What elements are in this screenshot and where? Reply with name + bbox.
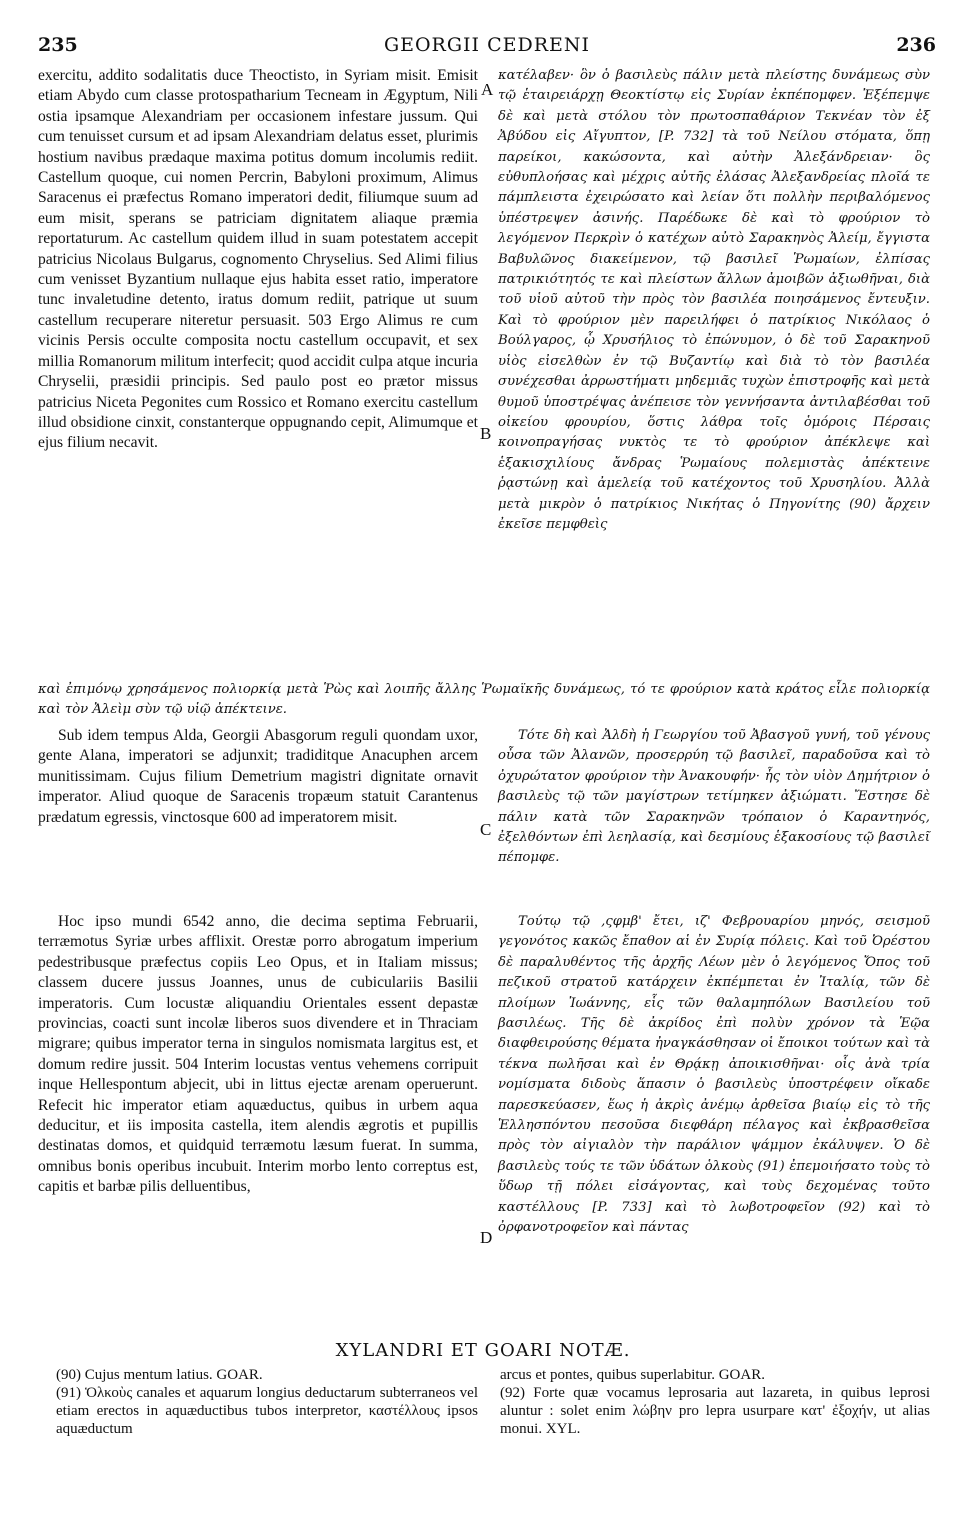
greek-text-2: Τότε δὴ καὶ Ἀλδὴ ἡ Γεωργίου τοῦ Ἀβασγοῦ γυνή, τοῦ γένους οὖσα τῶν Ἀλανῶν, προσερρύη τῷ βασιλεῖ, παραδοῦσα καὶ τὸ ὀχυρώτατον φρούριον τὴν Ἀνακουφήν· ἧς τὸν υἱὸν Δημήτριον ὁ βασιλεὺς τῷ τῶν μαγίστρων τετίμηκεν ἀξιώματι. Ἔστησε δὲ πάλιν κατὰ τῶν Σαρακηνῶν τρόπαιον ὁ Καραντηνός, ἐξελθόντων ἐπὶ λεηλασίᾳ, καὶ δεσμίους ἑξακοσίους τῷ βασιλεῖ πέπομφε. (498, 728, 930, 866)
margin-marker-c: C (480, 820, 492, 839)
notes-title: XYLANDRI ET GOARI NOTÆ. (335, 1340, 631, 1361)
greek-text-1: κατέλαβεν· ὃν ὁ βασιλεὺς πάλιν μετὰ πλείστης δυνάμεως σὺν τῷ ἑταιρειάρχῃ Θεοκτίστῳ εἰς Συρίαν ἐκπέπομφεν. Ἐξέπεμψε δὲ καὶ μετὰ στόλου τὸν πρωτοσπαθάριον Τεκνέαν τὸν ἐξ Ἀβύδου εἰς Αἴγυπτον, [P. 732] τὰ τοῦ Νείλου στόματα, ὅπῃ παρείκοι, κακώσοντα, καὶ αὐτὴν Ἀλεξάνδρειαν· ὃς εὐθυπλοήσας καὶ μέχρις αὐτῆς ἐλάσας Ἀλεξανδρείας πλοῖά τε πάμπλειστα ἐχειρώσατο καὶ λείαν ὅτι πολλὴν περιβαλόμενος ὑπέστρεψεν ἀσινής. Παρέδωκε δὲ καὶ τὸ φρούριον τὸ λεγόμενον Περκρὶν ὁ κατέχων αὐτὸ Σαρακηνὸς Ἀλείμ, ἔγγιστα Βαβυλῶνος διακείμενον, τῷ βασιλεῖ Ῥωμαίων, ἐλπίσας πατρικιότητός τε καὶ πλείστων ἄλλων ἀμοιβῶν ἀξιωθῆναι, διὰ τοῦ υἱοῦ αὐτοῦ τὴν πρὸς τὸν βασιλέα ποιησάμενος ἔντευξιν. Καὶ τὸ φρούριον μὲν παρειλήφει ὁ πατρίκιος Νικόλαος ὁ Βούλγαρος, ᾧ Χρυσήλιος τὸ ἐπώνυμον, ὁ δὲ τοῦ Σαρακηνοῦ υἱὸς εἰσελθὼν ἐν τῷ Βυζαντίῳ καὶ διὰ τὸ τὸν βασιλέα συνέχεσθαι ἀρρωστήματι μηδεμιᾶς τυχὼν ἐπιστροφῆς καὶ μετὰ θυμοῦ ὑποστρέψας ἀνέπεισε τὸν γεννήσαντα ἀντιλαβέσθαι τοῦ οἰκείου φρουρίου, ὅστις λάθρα τοῖς ὁμόροις Πέρσαις κοινοπραγήσας νυκτὸς τε τὸ φρούριον ἀπέκλεψε καὶ ἑξακισχιλίους ἄνδρας Ῥωμαίους πολεμιστὰς ἀπέκτεινε ῥᾳστώνῃ καὶ ἀμελείᾳ τοῦ κατέχοντος τοῦ Χρυσηλίου. Ἀλλὰ μετὰ μικρὸν ὁ πατρίκιος Νικήτας ὁ Πηγονίτης (90) ἄρχειν ἐκεῖσε πεμφθεὶς (498, 68, 930, 532)
latin-paragraph-3 (38, 912, 478, 1198)
margin-marker-a: A (481, 80, 494, 99)
latin-text-2: Sub idem tempus Alda, Georgii Abasgorum reguli quondam uxor, gente Alana, imperatori se adjunxit; tradiditque Anacuphen arcem munitissimam. Cujus filium Demetrium magistri dignitate ornavit imperator. Aliud quoque de Saracenis tropæum statuit Carantenus prædatum egressis, vinctosque 600 ad imperatorem misit. (38, 727, 478, 826)
right-page-number: 236 (896, 34, 936, 56)
latin-paragraph-2 (38, 726, 478, 828)
note-91-continued: arcus et pontes, quibus superlabitur. GOAR. (500, 1367, 765, 1383)
latin-text-1: exercitu, addito sodalitatis duce Theoctisto, in Syriam misit. Emisit etiam Abydo cum classe protospatharium Tecneam in Ægyptum, Nili ostia ipsamque Alexandriam per occasionem infestare jussum. Qui cum tenuisset cursum et ad ipsam Alexandriam delatus esset, plurimis hostium navibus prædaque maxima potitus domum incolumis rediit. Castellum quoque, cui nomen Percrin, Babyloni proximum, Alimus Saracenus ei præfectus Romano imperatori dedit, filiumque suum ad eum misit, sperans se patriciam dignitatem aliaque præmia reportaturum. Ac castellum quidem illud in suam potestatem accepit patricius Nicolaus Bulgarus, cognomento Chryselius. Sed Alimi filius cum venisset Byzantium nullaque ejus habita esset ratio, imperatore tunc invaletudine detento, iratus domum rediit, patrique ut suum castellum recuperare niteretur persuasit. 503 Ergo Alimus re cum vicinis Persis occulte composita noctu castellum occupavit, et sex millia Romanorum militum interfecit; quod accidit culpa atque incuria Chryselii, præsidii principis. Sed paulo post eo prætor missus patricius Niceta Pegonites cum Rossico et Romano exercitu castellum illud obsidione cinxit, constanterque oppugnando cepit, Alimumque et ejus filium necavit. (38, 67, 478, 452)
latin-text-3: Hoc ipso mundi 6542 anno, die decima septima Februarii, terræmotus Syriæ urbes afflixit. Orestæ porro abrogatum imperium pedestribusque præfectus copiis Leo Opus, et in Italiam missus; classem ducere jussus Joannes, unus de cubiculariis Basilii imperatoris. Cum locustæ aliquandiu Orientales essent depastæ provincias, coacti sunt incolæ liberos suos divendere et in Thraciam migrare; quibus imperator terna in singulos nomismata largitus est, et domum redire jussit. 504 Interim locustas ventus vehemens corripuit inque Hellespontum abjecit, ubi in littus ejectæ arenam operuerunt. Refecit hic imperator etiam aquæductus, quibus in urbem aqua deducitur, et iis imposita castella, item alendis ægrotis et pupillis destinatas domos, et quidquid terræmotu læsum fuerat. In summa, omnibus bonis operibus incubuit. Interim morbo lento correptus est, capitis et barbæ pilis delluentibus, (38, 913, 478, 1196)
running-title: GEORGII CEDRENI (383, 34, 591, 56)
greek-full-width-line: καὶ ἐπιμόνῳ χρησάμενος πολιορκίᾳ μετὰ Ῥὼς καὶ λοιπῆς ἄλλης Ῥωμαϊκῆς δυνάμεως, τό τε φρούριον κατὰ κράτος εἷλε πολιορκίᾳ καὶ τὸν Ἀλεὶμ σὺν τῷ υἱῷ ἀπέκτεινε. (38, 682, 930, 718)
note-91: (91) Ὁλκοὺς canales et aquarum longius deductarum subterraneos vel etiam erectos in aquæductibus tubos interpretor, καστέλλους ipsos aquæductum (56, 1385, 478, 1437)
greek-text-3: Τούτῳ τῷ ,ςφμβ' ἔτει, ιζ' Φεβρουαρίου μηνός, σεισμοῦ γεγονότος κακῶς ἔπαθον αἱ ἐν Συρίᾳ πόλεις. Καὶ τοῦ Ὀρέστου δὲ παραλυθέντος τῆς ἀρχῆς Λέων μὲν ὁ λεγόμενος Ὄπος τοῦ πεζικοῦ στρατοῦ κατάρχειν ἐκπέμπεται ἐν Ἰταλίᾳ, τῶν δὲ πλοίμων Ἰωάννης, εἷς τῶν θαλαμηπόλων Βασιλείου τοῦ βασιλέως. Τῆς δὲ ἀκρίδος ἐπὶ πολὺν χρόνον τὰ Ἑῷα διαφθειρούσης θέματα ἠναγκάσθησαν οἱ ἔποικοι τούτων καὶ τὰ τέκνα πωλῆσαι καὶ ἐν Θρᾴκῃ ἀποικισθῆναι· οἷς ἀνὰ τρία νομίσματα διδοὺς ἅπασιν ὁ βασιλεὺς ὑποστρέφειν οἴκαδε παρεσκεύασεν, ἕως ἡ ἀκρὶς ἀνέμῳ ἀρθεῖσα βιαίῳ εἰς τὸ τῆς Ἑλλησπόντου πεσοῦσα διεφθάρη πέλαγος καὶ ἐκβρασθεῖσα πρὸς τὸν αἰγιαλὸν τὴν παράλιον ψάμμον ἐκάλυψεν. Ὁ δὲ βασιλεὺς τούς τε τῶν ὑδάτων ὁλκοὺς (91) ἐπεμοιήσατο τοὺς τὸ ὕδωρ τῇ πόλει εἰσάγοντας, καὶ τοὺς δεχομένας τοῦτο καστέλλους [P. 733] καὶ τὸ λωβοτροφεῖον (92) καὶ τὸ ὀρφανοτροφεῖον καὶ πάντας (498, 914, 930, 1236)
margin-marker-b: B (480, 424, 492, 443)
page-header (38, 34, 936, 60)
latin-paragraph-1 (38, 66, 478, 454)
greek-paragraph-3 (498, 912, 930, 1239)
note-90: (90) Cujus mentum latius. GOAR. (56, 1367, 263, 1383)
greek-paragraph-1 (498, 66, 930, 535)
left-page-number: 235 (38, 34, 78, 56)
greek-paragraph-2 (498, 726, 930, 869)
margin-marker-d: D (480, 1228, 493, 1247)
note-92: (92) Forte quæ vocamus leprosaria aut lazareta, in quibus leprosi aluntur : solet enim λώβην pro lepra usurpare κατ' ἐξοχήν, ut alias monui. XYL. (500, 1385, 930, 1437)
